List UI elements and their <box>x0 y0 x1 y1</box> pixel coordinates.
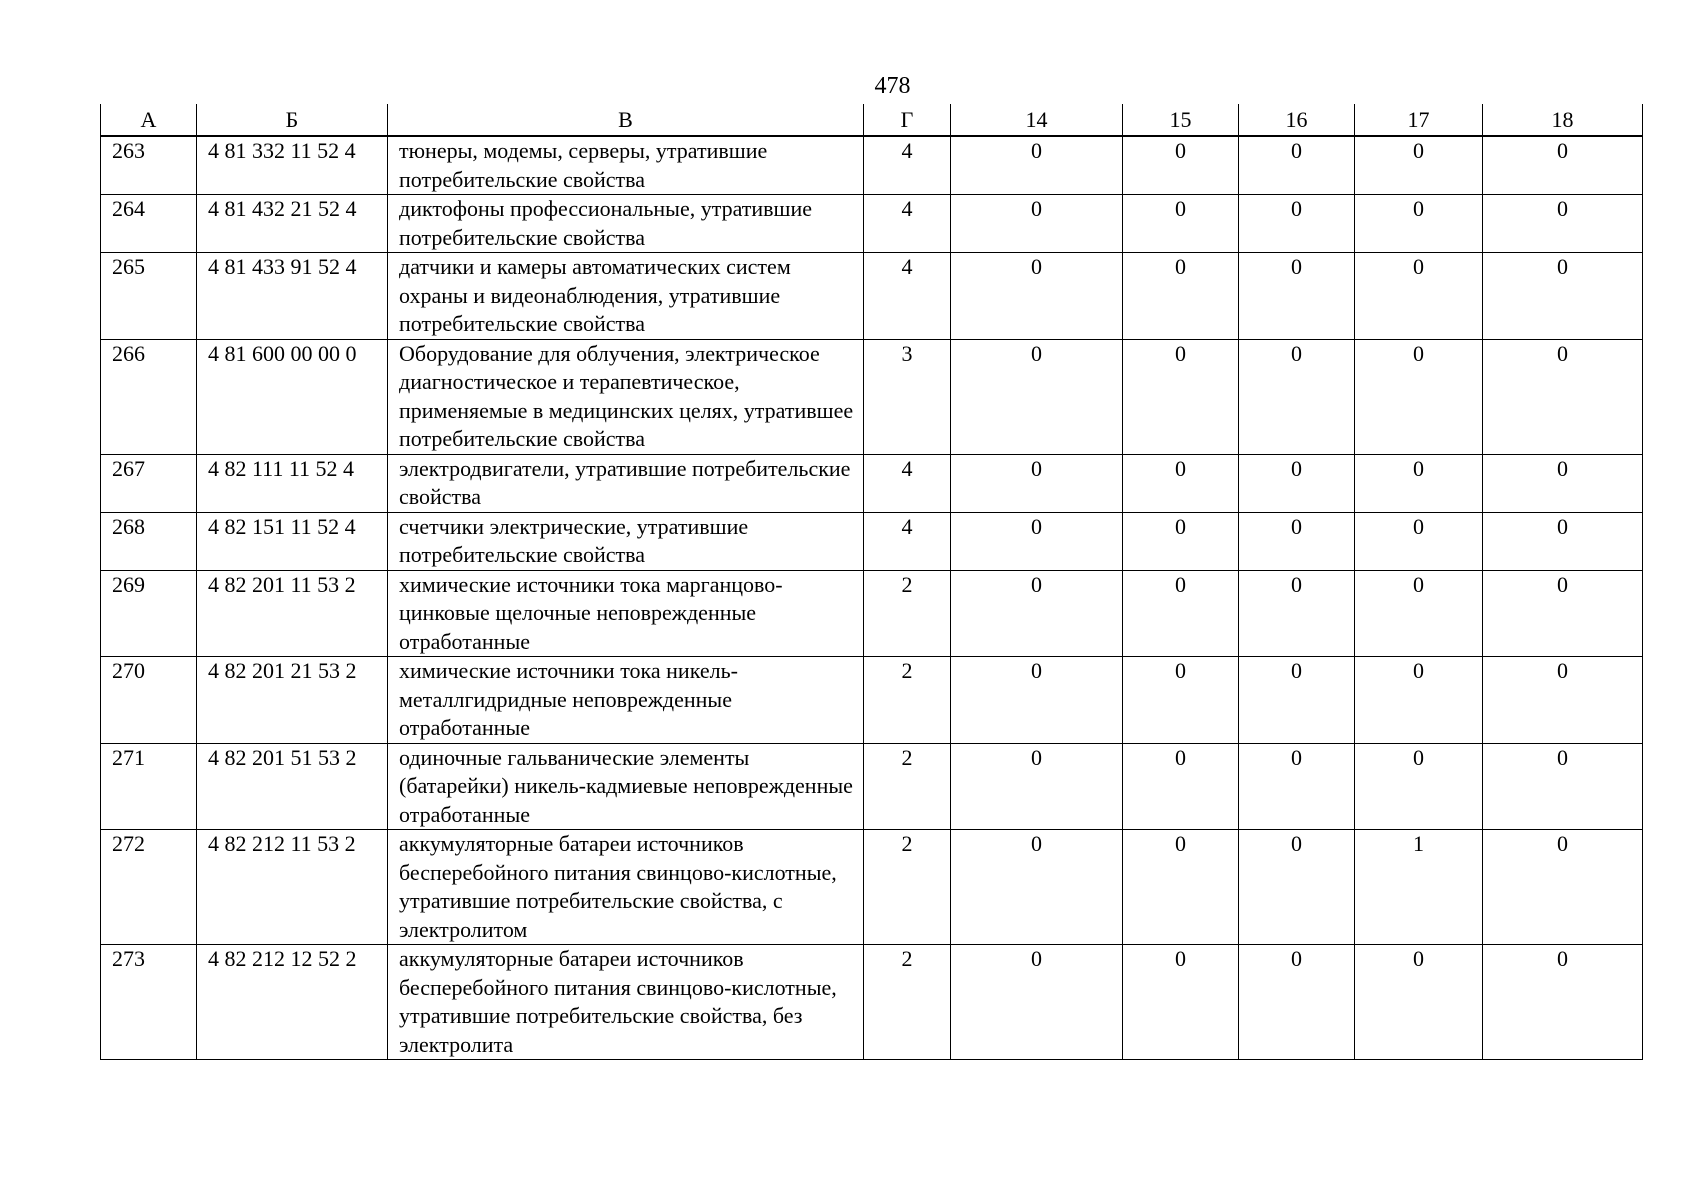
header-c: В <box>388 104 864 136</box>
header-b: Б <box>197 104 388 136</box>
header-d: Г <box>864 104 951 136</box>
hazard-class-cell: 4 <box>864 136 951 195</box>
hazard-class-cell: 4 <box>864 195 951 253</box>
value-14-cell: 0 <box>951 339 1123 454</box>
value-17-cell: 1 <box>1355 830 1483 945</box>
value-18-cell: 0 <box>1483 830 1643 945</box>
row-number-cell: 265 <box>101 253 197 340</box>
hazard-class-cell: 4 <box>864 512 951 570</box>
waste-code-cell: 4 82 212 11 53 2 <box>197 830 388 945</box>
value-18-cell: 0 <box>1483 454 1643 512</box>
value-16-cell: 0 <box>1239 253 1355 340</box>
waste-name-cell: химические источники тока никель-металлгидридные неповрежденные отработанные <box>388 657 864 744</box>
value-14-cell: 0 <box>951 253 1123 340</box>
value-16-cell: 0 <box>1239 195 1355 253</box>
table-row <box>101 195 1643 253</box>
table-body <box>101 136 1643 1060</box>
hazard-class-cell: 2 <box>864 570 951 657</box>
waste-code-cell: 4 81 332 11 52 4 <box>197 136 388 195</box>
value-16-cell: 0 <box>1239 454 1355 512</box>
table-row <box>101 945 1643 1060</box>
value-14-cell: 0 <box>951 945 1123 1060</box>
waste-name-cell: счетчики электрические, утратившие потребительские свойства <box>388 512 864 570</box>
value-17-cell: 0 <box>1355 657 1483 744</box>
hazard-class-cell: 2 <box>864 945 951 1060</box>
table-row <box>101 454 1643 512</box>
value-16-cell: 0 <box>1239 339 1355 454</box>
waste-code-cell: 4 81 600 00 00 0 <box>197 339 388 454</box>
value-17-cell: 0 <box>1355 570 1483 657</box>
table-row <box>101 657 1643 744</box>
value-18-cell: 0 <box>1483 512 1643 570</box>
header-16: 16 <box>1239 104 1355 136</box>
value-15-cell: 0 <box>1123 743 1239 830</box>
value-16-cell: 0 <box>1239 830 1355 945</box>
value-15-cell: 0 <box>1123 570 1239 657</box>
value-16-cell: 0 <box>1239 743 1355 830</box>
hazard-class-cell: 4 <box>864 253 951 340</box>
table-row <box>101 253 1643 340</box>
row-number-cell: 273 <box>101 945 197 1060</box>
header-a: А <box>101 104 197 136</box>
value-14-cell: 0 <box>951 830 1123 945</box>
waste-code-cell: 4 81 433 91 52 4 <box>197 253 388 340</box>
waste-code-cell: 4 82 212 12 52 2 <box>197 945 388 1060</box>
value-14-cell: 0 <box>951 743 1123 830</box>
table-row <box>101 570 1643 657</box>
hazard-class-cell: 2 <box>864 657 951 744</box>
value-14-cell: 0 <box>951 657 1123 744</box>
waste-name-cell: аккумуляторные батареи источников бесперебойного питания свинцово-кислотные, утратившие потребительские свойства, с электролитом <box>388 830 864 945</box>
value-18-cell: 0 <box>1483 945 1643 1060</box>
value-18-cell: 0 <box>1483 339 1643 454</box>
value-17-cell: 0 <box>1355 743 1483 830</box>
row-number-cell: 268 <box>101 512 197 570</box>
row-number-cell: 269 <box>101 570 197 657</box>
value-16-cell: 0 <box>1239 657 1355 744</box>
value-17-cell: 0 <box>1355 136 1483 195</box>
row-number-cell: 271 <box>101 743 197 830</box>
waste-name-cell: диктофоны профессиональные, утратившие потребительские свойства <box>388 195 864 253</box>
waste-code-cell: 4 82 201 51 53 2 <box>197 743 388 830</box>
value-17-cell: 0 <box>1355 512 1483 570</box>
hazard-class-cell: 3 <box>864 339 951 454</box>
table-row <box>101 743 1643 830</box>
value-14-cell: 0 <box>951 136 1123 195</box>
value-15-cell: 0 <box>1123 454 1239 512</box>
table-row <box>101 136 1643 195</box>
hazard-class-cell: 2 <box>864 830 951 945</box>
value-15-cell: 0 <box>1123 657 1239 744</box>
value-15-cell: 0 <box>1123 945 1239 1060</box>
value-15-cell: 0 <box>1123 136 1239 195</box>
value-14-cell: 0 <box>951 570 1123 657</box>
waste-classification-table <box>100 104 1643 1060</box>
waste-name-cell: тюнеры, модемы, серверы, утратившие потребительские свойства <box>388 136 864 195</box>
value-18-cell: 0 <box>1483 253 1643 340</box>
waste-code-cell: 4 82 201 11 53 2 <box>197 570 388 657</box>
value-18-cell: 0 <box>1483 743 1643 830</box>
value-14-cell: 0 <box>951 512 1123 570</box>
hazard-class-cell: 4 <box>864 454 951 512</box>
value-18-cell: 0 <box>1483 136 1643 195</box>
waste-name-cell: аккумуляторные батареи источников бесперебойного питания свинцово-кислотные, утратившие потребительские свойства, без электролита <box>388 945 864 1060</box>
waste-name-cell: датчики и камеры автоматических систем охраны и видеонаблюдения, утратившие потребительские свойства <box>388 253 864 340</box>
value-17-cell: 0 <box>1355 195 1483 253</box>
value-15-cell: 0 <box>1123 512 1239 570</box>
row-number-cell: 272 <box>101 830 197 945</box>
value-17-cell: 0 <box>1355 339 1483 454</box>
value-15-cell: 0 <box>1123 339 1239 454</box>
value-14-cell: 0 <box>951 195 1123 253</box>
value-16-cell: 0 <box>1239 512 1355 570</box>
value-18-cell: 0 <box>1483 657 1643 744</box>
value-16-cell: 0 <box>1239 570 1355 657</box>
waste-name-cell: химические источники тока марганцово-цинковые щелочные неповрежденные отработанные <box>388 570 864 657</box>
row-number-cell: 264 <box>101 195 197 253</box>
value-16-cell: 0 <box>1239 136 1355 195</box>
table-row <box>101 830 1643 945</box>
table-header <box>101 104 1643 136</box>
waste-code-cell: 4 82 151 11 52 4 <box>197 512 388 570</box>
value-18-cell: 0 <box>1483 570 1643 657</box>
header-row <box>101 104 1643 136</box>
row-number-cell: 270 <box>101 657 197 744</box>
header-14: 14 <box>951 104 1123 136</box>
value-18-cell: 0 <box>1483 195 1643 253</box>
page-number: 478 <box>874 73 911 99</box>
waste-code-cell: 4 82 201 21 53 2 <box>197 657 388 744</box>
table-row <box>101 339 1643 454</box>
header-17: 17 <box>1355 104 1483 136</box>
waste-name-cell: Оборудование для облучения, электрическое диагностическое и терапевтическое, применяемые в медицинских целях, утратившее потребительские свойства <box>388 339 864 454</box>
value-15-cell: 0 <box>1123 830 1239 945</box>
value-15-cell: 0 <box>1123 195 1239 253</box>
hazard-class-cell: 2 <box>864 743 951 830</box>
waste-code-cell: 4 81 432 21 52 4 <box>197 195 388 253</box>
header-18: 18 <box>1483 104 1643 136</box>
row-number-cell: 266 <box>101 339 197 454</box>
header-15: 15 <box>1123 104 1239 136</box>
row-number-cell: 263 <box>101 136 197 195</box>
value-16-cell: 0 <box>1239 945 1355 1060</box>
row-number-cell: 267 <box>101 454 197 512</box>
waste-name-cell: одиночные гальванические элементы (батарейки) никель-кадмиевые неповрежденные отработанные <box>388 743 864 830</box>
table-row <box>101 512 1643 570</box>
value-14-cell: 0 <box>951 454 1123 512</box>
value-17-cell: 0 <box>1355 945 1483 1060</box>
value-17-cell: 0 <box>1355 253 1483 340</box>
value-17-cell: 0 <box>1355 454 1483 512</box>
waste-code-cell: 4 82 111 11 52 4 <box>197 454 388 512</box>
waste-name-cell: электродвигатели, утратившие потребительские свойства <box>388 454 864 512</box>
value-15-cell: 0 <box>1123 253 1239 340</box>
